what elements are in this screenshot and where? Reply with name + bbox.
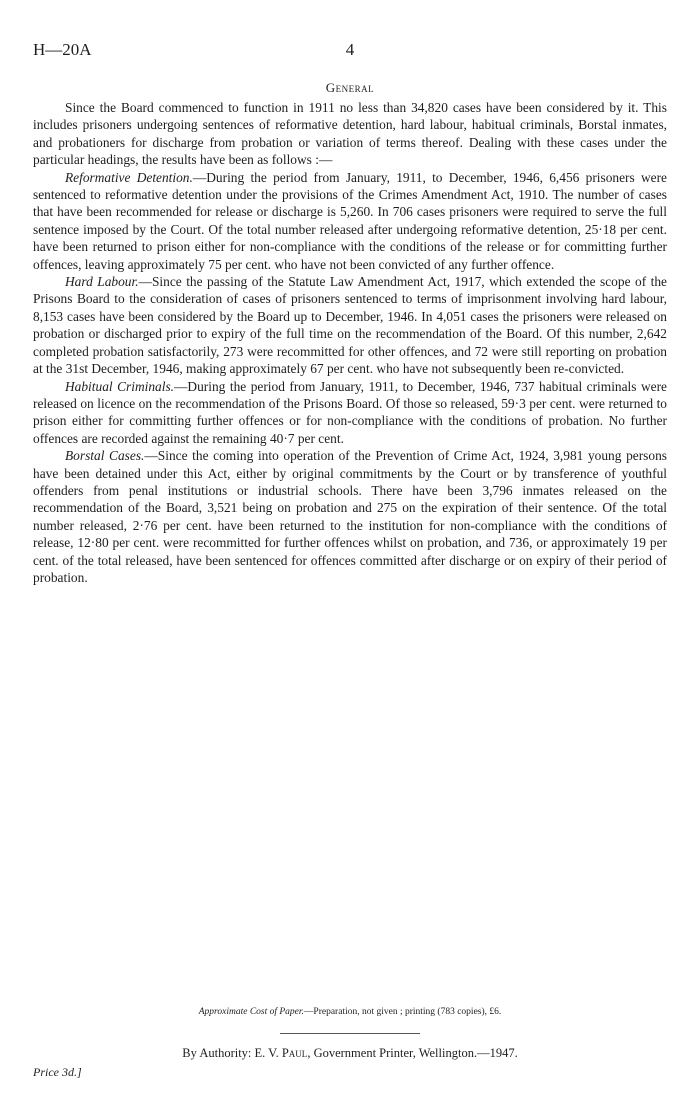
subhead-reformative-detention: Reformative Detention. bbox=[65, 169, 193, 185]
body-text bbox=[33, 99, 667, 586]
paragraph-intro bbox=[33, 99, 667, 169]
footer-divider bbox=[280, 1033, 420, 1034]
paragraph-reformative-detention bbox=[33, 169, 667, 273]
document-code: H—20A bbox=[33, 40, 92, 59]
price-note: Price 3d.] bbox=[33, 1065, 82, 1079]
subhead-borstal-cases: Borstal Cases. bbox=[65, 448, 145, 464]
paragraph-intro-text: Since the Board commenced to function in 1911 no less than 34,820 cases have been considered by it. This includes prisoners undergoing sentences of reformative detention, hard labour, habitual criminals, Borstal inmates, and probationers for discharge from probation or variation of terms thereof. Dealing with these cases under the particular headings, the results have been as follows :— bbox=[33, 100, 667, 168]
section-heading: General bbox=[325, 80, 375, 95]
paragraph-habitual-criminals-text: —During the period from January, 1911, to December, 1946, 737 habitual criminals were released on licence on the recommendation of the Prisons Board. Of those so released, 59·3 per cent. were returned to prison either for committing further offences or for non-compliance with the conditions of probation. No further offences are recorded against the remaining 40·7 per cent. bbox=[33, 378, 667, 446]
paragraph-reformative-detention-text: —During the period from January, 1911, to December, 1946, 6,456 prisoners were sentenced to reformative detention under the provisions of the Crimes Amendment Act, 1910. The number of cases that have been recommended for release or discharge is 5,260. In 706 cases prisoners were required to serve the full sentence imposed by the Court. Of the total number released after undergoing reformative detention, 25·18 per cent. have been returned to prison either for non-compliance with the conditions of the release or for committing further offences, leaving approximately 75 per cent. who have not been convicted of any further offence. bbox=[33, 169, 667, 272]
paragraph-borstal-cases bbox=[33, 447, 667, 586]
cost-of-paper-note bbox=[33, 1007, 667, 1017]
cost-text: —Preparation, not given ; printing (783 copies), £6. bbox=[303, 1007, 502, 1017]
authority-suffix: , Government Printer, Wellington.—1947. bbox=[307, 1046, 518, 1060]
paragraph-habitual-criminals bbox=[33, 378, 667, 448]
authority-line bbox=[33, 1046, 667, 1061]
paragraph-hard-labour-text: —Since the passing of the Statute Law Amendment Act, 1917, which extended the scope of the Prisons Board to the consideration of cases of prisoners sentenced to terms of imprisonment involving hard labour, 8,153 cases have been considered by the Board up to December, 1946. In 4,051 cases the prisoners were released on probation or discharged prior to expiry of the full time on the recommendation of the Board. Of this number, 2,642 completed probation satisfactorily, 273 were recommitted for other offences, and 72 were still reporting on probation at the 31st December, 1946, making approximately 67 per cent. who have not subsequently been re-convicted. bbox=[33, 274, 668, 377]
page-number: 4 bbox=[345, 40, 355, 59]
subhead-hard-labour: Hard Labour. bbox=[65, 274, 139, 290]
paragraph-borstal-cases-text: —Since the coming into operation of the Prevention of Crime Act, 1924, 3,981 young persons have been detained under this Act, either by original commitments by the Court or by transference of youthful offenders from penal institutions or industrial schools. There have been 3,796 inmates released on the recommendation of the Board, 3,521 being on probation and 275 on the expiration of their sentence. Of the total number released, 2·76 per cent. have been returned to the institution for non-compliance with the conditions of release, 12·80 per cent. were recommitted for further offences whilst on probation, and 736, or approximately 19 per cent. of the total released, have been sentenced for offences committed after discharge or on expiry of their period of probation. bbox=[33, 448, 667, 585]
printer-name: Paul bbox=[281, 1046, 308, 1060]
paragraph-hard-labour bbox=[33, 273, 667, 377]
subhead-habitual-criminals: Habitual Criminals. bbox=[65, 378, 175, 394]
authority-prefix: By Authority: E. V. bbox=[182, 1046, 282, 1060]
cost-label: Approximate Cost of Paper. bbox=[198, 1007, 304, 1017]
page-header bbox=[33, 40, 667, 62]
